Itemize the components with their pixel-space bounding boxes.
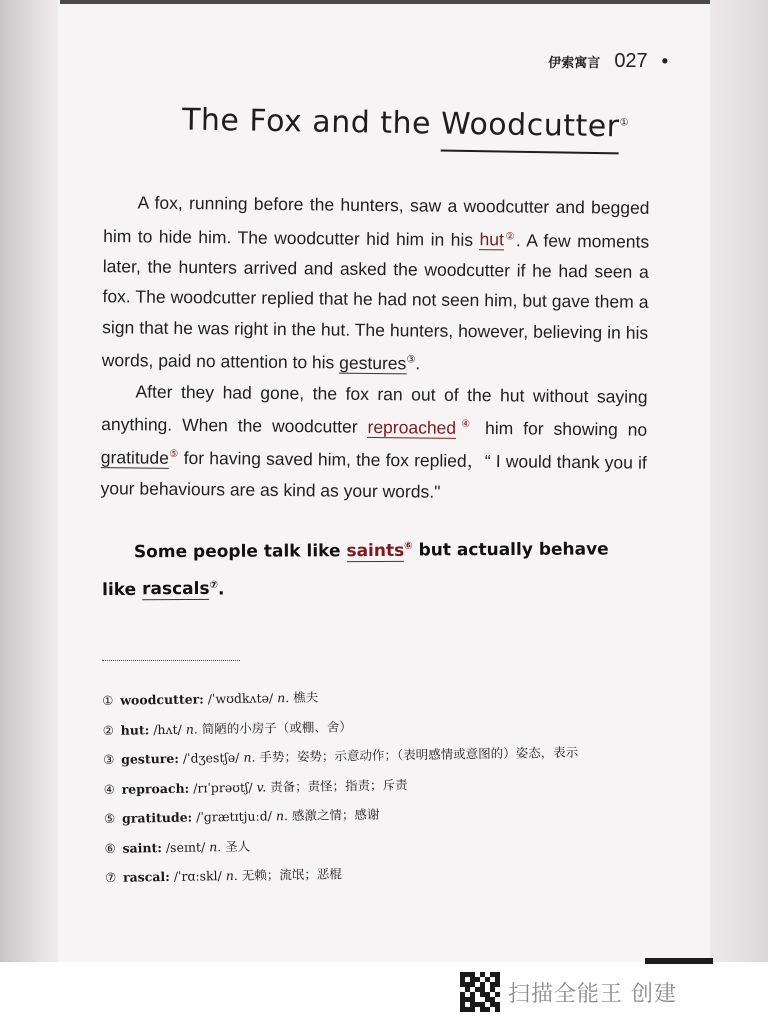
footnote-pos: n. — [185, 721, 198, 737]
moral-text-3: . — [217, 579, 225, 600]
p2-text-2: him for showing no — [475, 418, 648, 440]
footnote-number: ⑥ — [104, 840, 116, 856]
paragraph-2 — [100, 376, 647, 509]
footnote-phonetic: /seɪnt/ — [165, 838, 206, 855]
note-marker-2: ② — [503, 230, 517, 242]
footnotes — [102, 677, 665, 892]
header-dot: • — [661, 51, 668, 71]
note-marker-4: ④ — [456, 419, 476, 431]
footnote-number: ② — [102, 722, 115, 738]
footnote-number: ① — [102, 692, 114, 708]
footnote-meaning: 手势；姿势；示意动作；（表明感情或意图的）姿态，表示 — [259, 744, 579, 765]
page-header — [548, 50, 668, 73]
title-text: The Fox and the — [181, 102, 442, 142]
footnote-phonetic: /ˈrɑːskl/ — [173, 868, 222, 884]
chapter-title: 伊索寓言 — [548, 56, 601, 71]
page-number: 027 — [614, 50, 648, 72]
story-moral — [102, 529, 648, 607]
footnote-pos: n. — [225, 867, 238, 884]
footnote-word: hut: — [120, 721, 150, 738]
footnote-word: gratitude: — [121, 809, 193, 826]
story-body — [100, 187, 649, 509]
note-marker-3: ③ — [406, 354, 416, 366]
p2-text-3: for having saved him, the fox replied，“ I would thank you if your behaviours are as kind as your words." — [100, 448, 647, 502]
page-bottom-edge — [645, 958, 713, 964]
vocab-gestures: gestures — [339, 352, 407, 374]
title-underlined-word: Woodcutter — [441, 107, 620, 155]
vocab-saints: saints — [346, 540, 405, 561]
footnote-word: woodcutter: — [120, 691, 204, 708]
paragraph-1 — [102, 187, 650, 381]
p1-text-1: A fox, running before the hunters, saw a woodcutter and begged him to hide him. The woodcutter hid him in his — [103, 192, 650, 250]
footnote-pos: n. — [243, 749, 256, 765]
moral-text-2: but actually behave like — [102, 539, 609, 600]
footnote-pos: n. — [277, 690, 290, 706]
vocab-hut: hut — [479, 229, 504, 250]
p1-text-2: . A few moments later, the hunters arrived and asked the woodcutter if he had seen a fox. The woodcutter replied that he had not seen him, but gave them a sign that he was right in the hut. The hunters, however, believing in his words, paid no attention to his — [101, 229, 650, 373]
footnote-number: ③ — [103, 751, 115, 767]
footnote-meaning: 感激之情；感谢 — [291, 806, 380, 824]
footnote-word: reproach: — [121, 780, 190, 797]
footnote-phonetic: /hʌt/ — [153, 721, 182, 737]
vocab-rascals: rascals — [142, 579, 210, 600]
note-marker-6: ⑥ — [404, 540, 413, 552]
footnote-phonetic: /ˈdʒestʃə/ — [182, 749, 240, 766]
footnote-meaning: 简陋的小房子（或棚、舍） — [201, 718, 352, 736]
footnote-phonetic: /ˈwʊdkʌtə/ — [207, 690, 274, 707]
watermark-text: 扫描全能王 创建 — [508, 981, 677, 1007]
title-note-marker: ① — [619, 117, 630, 129]
footnote-meaning: 无赖；流氓；恶棍 — [241, 866, 342, 883]
footnote-number: ⑤ — [103, 810, 116, 826]
moral-text-1: Some people talk like — [133, 540, 347, 562]
story-title — [182, 102, 630, 154]
footnote-word: gesture: — [121, 750, 180, 767]
footnote-meaning: 责备；责怪；指责；斥责 — [269, 776, 408, 794]
footnote-meaning: 圣人 — [225, 838, 251, 854]
vocab-reproached: reproached — [367, 416, 457, 438]
footnote-number: ④ — [103, 781, 115, 797]
p2-text-1: After they had gone, the fox ran out of the hut without saying anything. When the woodcutter — [101, 381, 648, 437]
footnote-word: saint: — [122, 839, 163, 856]
footnote-phonetic: /ˈɡrætɪtjuːd/ — [196, 808, 273, 825]
footnote-pos: n. — [275, 808, 289, 824]
footnote-number: ⑦ — [104, 869, 117, 885]
footnote-meaning: 樵夫 — [293, 689, 319, 705]
footnote-pos: n. — [209, 838, 222, 854]
note-marker-7: ⑦ — [209, 579, 219, 591]
note-marker-5: ⑤ — [168, 449, 179, 461]
footnote-word: rascal: — [122, 868, 170, 885]
p1-text-3: . — [415, 353, 421, 374]
footnote-separator — [102, 660, 240, 661]
qr-code-icon — [460, 972, 500, 1012]
page-top-edge — [60, 0, 710, 4]
footnote-pos: v. — [256, 778, 267, 795]
footnote-phonetic: /rɪˈprəʊtʃ/ — [193, 779, 253, 796]
scanner-watermark — [460, 972, 677, 1012]
vocab-gratitude: gratitude — [100, 447, 170, 469]
